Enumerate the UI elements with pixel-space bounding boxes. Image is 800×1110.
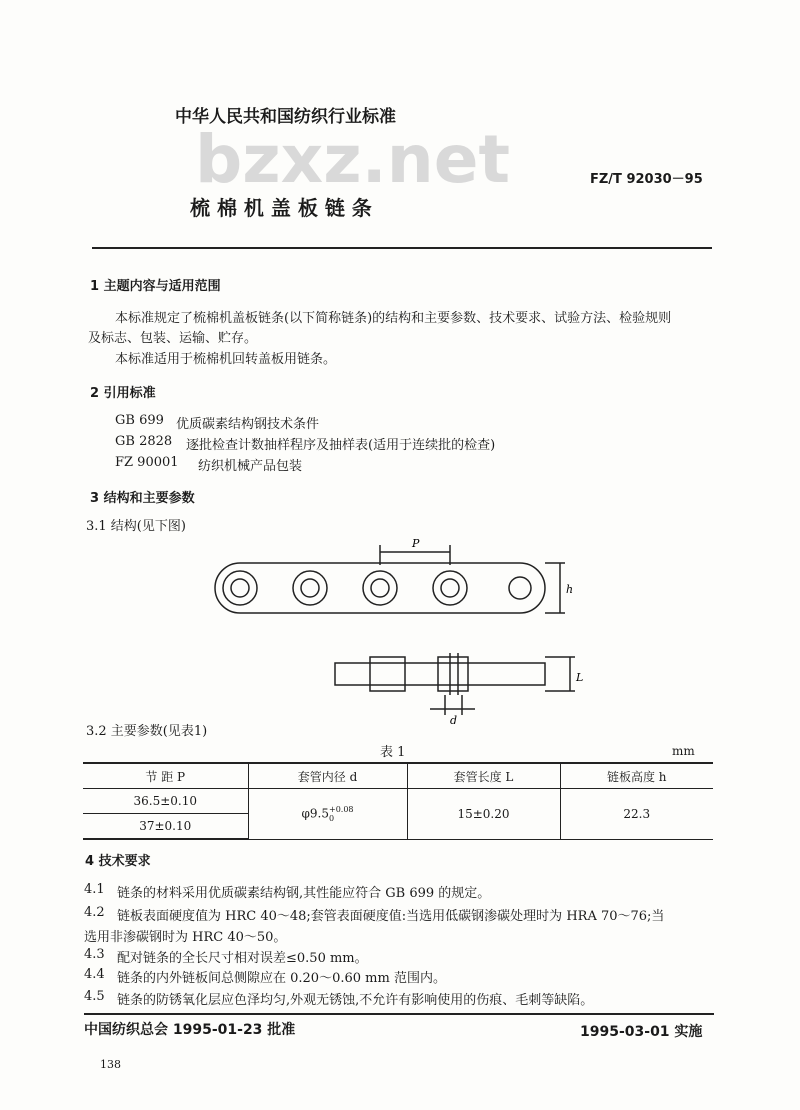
d-tol-upper: +0.08 <box>328 804 354 814</box>
item-text: 链板表面硬度值为 HRC 40～48;套管表面硬度值:当选用低碳钢渗碳处理时为 HRA 70～76;当 <box>117 909 665 924</box>
item-text: 链条的防锈氧化层应色泽均匀,外观无锈蚀,不允许有影响使用的伤痕、毛刺等缺陷。 <box>117 993 594 1008</box>
header-rule <box>92 247 712 249</box>
item-text-continued: 选用非渗碳钢时为 HRC 40～50。 <box>84 930 287 945</box>
header-cell: 套管长度 L <box>407 763 560 789</box>
chain-side-view <box>335 653 575 715</box>
section-3-heading: 3 结构和主要参数 <box>90 491 195 506</box>
pitch-label-p: P <box>412 537 420 550</box>
d-tol-lower: 0 <box>328 813 335 823</box>
table-unit: mm <box>672 744 695 758</box>
length-label-l: L <box>576 671 584 684</box>
section-3-1: 3.1 结构(见下图) <box>86 519 186 534</box>
para: 本标准适用于梳棉机回转盖板用链条。 <box>115 352 337 367</box>
approval-date: 中国纺织总会 1995-01-23 批准 <box>84 1022 296 1038</box>
sleeve-length-cell: 15±0.20 <box>407 789 560 840</box>
effective-date: 1995-03-01 实施 <box>580 1024 703 1040</box>
item-number: 4.2 <box>84 905 105 920</box>
item-number: 4.5 <box>84 989 105 1004</box>
item-number: 4.1 <box>84 882 105 897</box>
height-label-h: h <box>566 583 574 596</box>
chain-link-pins <box>223 571 531 605</box>
d-base: φ9.5 <box>301 806 329 821</box>
ref-code: GB 699 <box>115 413 164 428</box>
ref-title: 纺织机械产品包装 <box>198 459 303 474</box>
item-text: 链条的内外链板间总侧隙应在 0.20～0.60 mm 范围内。 <box>117 971 446 986</box>
diameter-label-d: d <box>450 714 458 725</box>
ref-title: 优质碳素结构钢技术条件 <box>176 417 320 432</box>
para: 本标准规定了梳棉机盖板链条(以下简称链条)的结构和主要参数、技术要求、试验方法、检验规则 <box>115 311 672 326</box>
plate-height-cell: 22.3 <box>560 789 713 840</box>
item-text: 链条的材料采用优质碳素结构钢,其性能应符合 GB 699 的规定。 <box>117 886 491 901</box>
footer-rule <box>84 1013 714 1015</box>
section-1-heading: 1 主题内容与适用范围 <box>90 279 221 294</box>
pitch-cell: 36.5±0.10 <box>83 789 248 814</box>
standard-number: FZ/T 92030－95 <box>590 172 703 187</box>
doc-title: 梳 棉 机 盖 板 链 条 <box>190 196 372 220</box>
item-number: 4.4 <box>84 967 105 982</box>
parameters-table <box>83 762 713 840</box>
chain-structure-diagram <box>200 535 600 725</box>
section-2-heading: 2 引用标准 <box>90 386 156 401</box>
para: 及标志、包装、运输、贮存。 <box>88 331 258 346</box>
header-cell: 节 距 P <box>83 763 248 789</box>
table-row <box>83 789 713 814</box>
ref-title: 逐批检查计数抽样程序及抽样表(适用于连续批的检查) <box>186 438 496 453</box>
header-cell: 套管内径 d <box>248 763 407 789</box>
page-number: 138 <box>100 1058 121 1071</box>
watermark: bzxz.net <box>195 121 511 198</box>
table-header-row <box>83 763 713 789</box>
pitch-cell: 37±0.10 <box>83 814 248 840</box>
sleeve-diameter-cell <box>248 789 407 840</box>
item-text: 配对链条的全长尺寸相对误差≤0.50 mm。 <box>117 951 368 966</box>
chain-top-view <box>215 545 565 613</box>
item-number: 4.3 <box>84 947 105 962</box>
header-cell: 链板高度 h <box>560 763 713 789</box>
ref-code: GB 2828 <box>115 434 173 449</box>
section-4-heading: 4 技术要求 <box>85 854 151 869</box>
section-3-2: 3.2 主要参数(见表1) <box>86 724 208 739</box>
ref-code: FZ 90001 <box>115 455 179 470</box>
table-caption: 表 1 <box>380 745 406 760</box>
org-title: 中华人民共和国纺织行业标准 <box>175 107 396 127</box>
